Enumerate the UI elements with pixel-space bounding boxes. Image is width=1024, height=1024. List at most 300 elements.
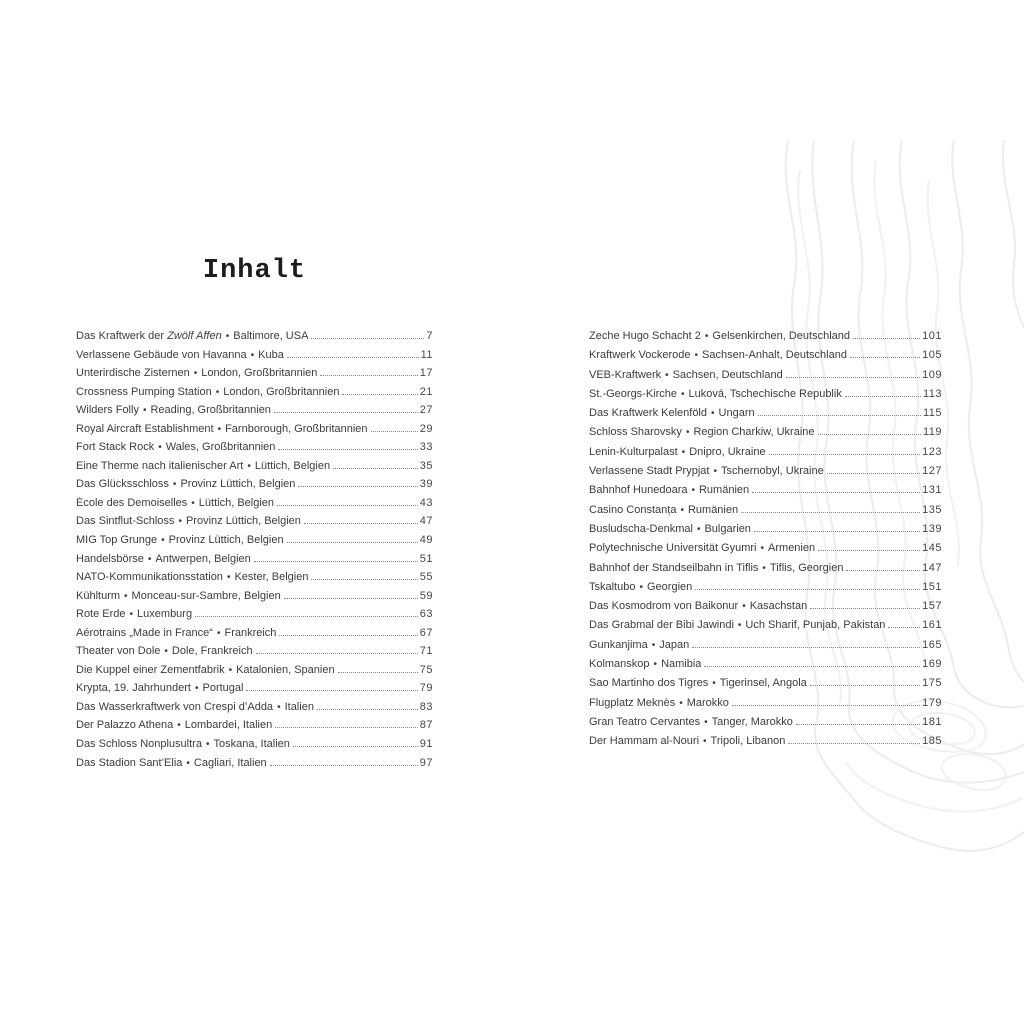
entry-title — [589, 600, 807, 612]
bullet-separator: • — [164, 646, 168, 658]
entry-page-number: 11 — [420, 348, 433, 361]
entry-location: Georgien — [647, 580, 693, 593]
entry-name: Rote Erde — [76, 608, 126, 621]
toc-entry — [76, 664, 433, 683]
toc-entry — [589, 619, 942, 638]
entry-name: Kolmanskop — [589, 658, 650, 671]
entry-title — [76, 478, 295, 490]
entry-title — [76, 534, 284, 546]
dot-leader — [317, 708, 418, 710]
entry-location: Farnborough, Großbritannien — [225, 422, 368, 435]
entry-page-number: 169 — [922, 658, 942, 671]
dot-leader — [279, 634, 417, 636]
entry-location: Baltimore, USA — [233, 330, 309, 342]
entry-page-number: 105 — [922, 349, 942, 362]
toc-entry — [76, 738, 433, 757]
entry-page-number: 51 — [419, 552, 433, 565]
toc-entry — [589, 639, 942, 658]
toc-entry — [76, 701, 433, 720]
entry-title — [589, 619, 885, 631]
entry-name: Polytechnische Universität Gyumri — [589, 542, 757, 555]
entry-title — [76, 441, 275, 453]
dot-leader — [853, 337, 920, 339]
entry-name: Schloss Sharovsky — [589, 426, 682, 439]
toc-entry — [589, 581, 942, 600]
toc-entry — [76, 423, 433, 442]
entry-location: Reading, Großbritannien — [150, 404, 271, 417]
dot-leader — [741, 511, 920, 513]
bullet-separator: • — [142, 405, 147, 417]
entry-page-number: 113 — [922, 387, 942, 400]
entry-name: Unterirdische Zisternen — [76, 367, 190, 380]
dot-leader — [254, 560, 418, 562]
entry-page-number: 165 — [922, 638, 942, 651]
bullet-separator: • — [713, 466, 717, 478]
bullet-separator: • — [215, 386, 220, 398]
entry-location: Kuba — [258, 348, 284, 361]
entry-location: Marokko — [686, 696, 729, 709]
toc-entry — [589, 523, 942, 542]
entry-name: MIG Top Grunge — [76, 534, 158, 547]
entry-name: Das Stadion Sant’Elia — [76, 756, 183, 769]
toc-entry — [76, 367, 433, 386]
entry-title — [589, 369, 783, 381]
dot-leader — [752, 491, 920, 493]
entry-page-number: 135 — [922, 503, 942, 516]
dot-leader — [298, 485, 417, 487]
bullet-separator: • — [178, 516, 182, 528]
toc-entry — [589, 542, 942, 561]
bullet-separator: • — [228, 664, 233, 676]
entry-name: Wilders Folly — [76, 404, 139, 417]
entry-name: Die Kuppel einer Zementfabrik — [76, 663, 225, 676]
entry-page-number: 127 — [922, 465, 942, 478]
entry-page-number: 39 — [419, 478, 433, 491]
dot-leader — [754, 530, 920, 532]
dot-leader — [827, 472, 920, 474]
toc-entry — [589, 504, 942, 523]
entry-name: Bahnhof der Standseilbahn in Tiflis — [589, 561, 759, 574]
entry-location: Tripoli, Libanon — [710, 735, 786, 748]
bullet-separator: • — [694, 350, 699, 362]
entry-location: Provinz Lüttich, Belgien — [180, 478, 296, 491]
entry-page-number: 151 — [922, 580, 942, 593]
bullet-separator: • — [247, 460, 251, 472]
entry-location: Kasachstan — [749, 600, 808, 613]
bullet-separator: • — [681, 388, 685, 400]
dot-leader — [810, 684, 920, 686]
dot-leader — [845, 395, 921, 397]
entry-page-number: 43 — [419, 496, 433, 509]
entry-name: Das Glücksschloss — [76, 478, 169, 491]
entry-name: Das Wasserkraftwerk von Crespi d’Adda — [76, 700, 274, 713]
dot-leader — [277, 504, 418, 506]
entry-page-number: 83 — [419, 700, 433, 713]
entry-location: Luková, Tschechische Republik — [688, 387, 842, 400]
entry-title — [76, 349, 284, 361]
dot-leader — [796, 723, 920, 725]
entry-name: Sao Martinho dos Tigres — [589, 677, 709, 690]
toc-entry — [589, 658, 942, 677]
bullet-separator: • — [177, 720, 181, 732]
bullet-separator: • — [704, 331, 709, 342]
dot-leader — [311, 337, 424, 339]
dot-leader — [293, 745, 418, 747]
entry-page-number: 161 — [922, 619, 942, 632]
entry-title — [76, 423, 368, 435]
bullet-separator: • — [250, 349, 255, 361]
entry-page-number: 157 — [922, 600, 942, 613]
entry-title — [76, 386, 339, 398]
entry-name: Gunkanjima — [589, 638, 648, 651]
entry-name: Fort Stack Rock — [76, 441, 155, 454]
toc-entry — [76, 608, 433, 627]
entry-title — [76, 404, 271, 416]
bullet-separator: • — [742, 601, 746, 613]
dot-leader — [695, 588, 920, 590]
bullet-separator: • — [651, 639, 656, 651]
entry-page-number: 91 — [419, 738, 433, 751]
entry-title — [589, 407, 755, 419]
toc-entry — [589, 369, 942, 388]
toc-entry — [76, 460, 433, 479]
toc-entry — [76, 719, 433, 738]
entry-page-number: 55 — [419, 571, 433, 584]
entry-location: Tanger, Marokko — [711, 715, 793, 728]
entry-name: Gran Teatro Cervantes — [589, 715, 701, 728]
entry-title — [589, 735, 785, 747]
dot-leader — [333, 467, 418, 469]
entry-page-number: 115 — [922, 407, 942, 420]
entry-location: Wales, Großbritannien — [165, 441, 276, 454]
bullet-separator: • — [679, 697, 683, 709]
dot-leader — [758, 414, 921, 416]
entry-name: NATO-Kommunikationsstation — [76, 571, 223, 584]
dot-leader — [287, 541, 418, 543]
entry-title — [76, 701, 314, 713]
entry-name: Das Kraftwerk der — [76, 330, 168, 342]
entry-page-number: 47 — [419, 515, 433, 528]
dot-leader — [818, 549, 920, 551]
toc-entry — [76, 534, 433, 553]
entry-page-number: 7 — [426, 330, 433, 342]
dot-leader — [284, 597, 418, 599]
bullet-separator: • — [147, 553, 152, 565]
entry-page-number: 119 — [922, 426, 942, 439]
entry-name: Casino Constanța — [589, 503, 677, 516]
entry-location: Antwerpen, Belgien — [155, 552, 251, 565]
entry-page-number: 179 — [922, 696, 942, 709]
entry-location: Toskana, Italien — [213, 738, 290, 751]
entry-location: Provinz Lüttich, Belgien — [168, 534, 284, 547]
entry-name: Der Palazzo Athena — [76, 719, 174, 732]
toc-entry — [589, 484, 942, 503]
entry-title — [589, 697, 729, 709]
entry-title — [589, 562, 843, 574]
entry-location: Monceau-sur-Sambre, Belgien — [131, 589, 281, 602]
bullet-separator: • — [653, 659, 658, 671]
entry-page-number: 123 — [922, 445, 942, 458]
entry-title — [76, 330, 308, 342]
entry-name: St.-Georgs-Kirche — [589, 387, 678, 400]
entry-location: Lüttich, Belgien — [254, 459, 331, 472]
toc-entry — [589, 600, 942, 619]
toc-entry — [76, 441, 433, 460]
bullet-separator: • — [277, 701, 281, 713]
entry-name: Lenin-Kulturpalast — [589, 445, 678, 458]
entry-location: Katalonien, Spanien — [236, 663, 335, 676]
entry-name: École des Demoiselles — [76, 496, 188, 509]
entry-name: Verlassene Gebäude von Havanna — [76, 348, 247, 361]
toc-entry — [589, 677, 942, 696]
dot-leader — [788, 742, 920, 744]
entry-location: Japan — [659, 638, 690, 651]
entry-name: Theater von Dole — [76, 645, 161, 658]
toc-column-right — [589, 330, 942, 755]
entry-title — [76, 497, 274, 509]
entry-name: Aérotrains „Made in France“ — [76, 626, 213, 639]
entry-name: Bahnhof Hunedoara — [589, 484, 688, 497]
dot-leader — [732, 704, 920, 706]
entry-location: Dnipro, Ukraine — [689, 445, 766, 458]
entry-page-number: 35 — [419, 459, 433, 472]
entry-name: Crossness Pumping Station — [76, 385, 212, 398]
dot-leader — [850, 356, 920, 358]
toc-entry — [76, 497, 433, 516]
toc-entry — [76, 571, 433, 590]
entry-location: Armenien — [768, 542, 816, 555]
entry-page-number: 75 — [419, 663, 433, 676]
toc-entry — [589, 716, 942, 735]
bullet-separator: • — [158, 442, 162, 454]
toc-entry — [589, 446, 942, 465]
entry-name: Das Kosmodrom von Baikonur — [589, 600, 739, 613]
bullet-separator: • — [161, 535, 165, 547]
entry-location: Italien — [284, 700, 314, 713]
entry-name: Der Hammam al-Nouri — [589, 735, 700, 748]
entry-title — [589, 465, 824, 477]
entry-page-number: 33 — [419, 441, 433, 454]
dot-leader — [371, 430, 418, 432]
bullet-separator: • — [205, 739, 210, 751]
entry-title — [76, 515, 301, 527]
entry-location: Tigerinsel, Angola — [719, 677, 807, 690]
entry-location: Kester, Belgien — [234, 571, 309, 584]
entry-name: Flugplatz Meknès — [589, 696, 676, 709]
entry-location: Portugal — [202, 682, 244, 695]
toc-entry — [589, 407, 942, 426]
entry-title — [76, 627, 276, 639]
toc-entry — [76, 682, 433, 701]
bullet-separator: • — [696, 523, 701, 535]
entry-location: Gelsenkirchen, Deutschland — [712, 330, 850, 342]
dot-leader — [818, 433, 921, 435]
entry-name-italic: Zwölf Affen — [167, 330, 222, 342]
entry-name: VEB-Kraftwerk — [589, 368, 662, 381]
page-title: Inhalt — [202, 256, 307, 286]
entry-name: Verlassene Stadt Prypjat — [589, 465, 710, 478]
bullet-separator: • — [186, 757, 190, 769]
entry-page-number: 139 — [922, 522, 942, 535]
entry-page-number: 87 — [419, 719, 433, 732]
dot-leader — [692, 646, 920, 648]
entry-location: Tschernobyl, Ukraine — [720, 465, 824, 478]
dot-leader — [275, 726, 418, 728]
bullet-separator: • — [737, 620, 742, 632]
dot-leader — [810, 607, 920, 609]
dot-leader — [342, 393, 417, 395]
entry-location: Frankreich — [224, 626, 277, 639]
bullet-separator: • — [691, 485, 695, 497]
bullet-separator: • — [681, 446, 686, 458]
entry-location: Rumänien — [687, 503, 739, 516]
toc-entry — [589, 426, 942, 445]
entry-name: Eine Therme nach italienischer Art — [76, 459, 244, 472]
toc-entry — [76, 757, 433, 776]
entry-title — [589, 330, 850, 342]
entry-name: Handelsbörse — [76, 552, 144, 565]
bullet-separator: • — [191, 497, 195, 509]
entry-location: Cagliari, Italien — [193, 756, 267, 769]
dot-leader — [769, 453, 921, 455]
toc-entry — [589, 697, 942, 716]
dot-leader — [338, 671, 418, 673]
bullet-separator: • — [124, 590, 128, 602]
toc-entry — [76, 330, 433, 349]
toc-entry — [76, 349, 433, 368]
bullet-separator: • — [665, 369, 669, 381]
toc-entry — [76, 553, 433, 572]
dot-leader — [287, 356, 419, 358]
toc-entry — [76, 515, 433, 534]
entry-title — [589, 581, 692, 593]
entry-title — [76, 553, 251, 565]
toc-entry — [76, 478, 433, 497]
dot-leader — [846, 569, 920, 571]
toc-entry — [76, 386, 433, 405]
entry-page-number: 71 — [419, 645, 433, 658]
toc-column-left — [76, 330, 433, 775]
entry-location: Dole, Frankreich — [171, 645, 253, 658]
entry-title — [76, 664, 335, 676]
toc-entry — [589, 330, 942, 349]
bullet-separator: • — [172, 479, 177, 491]
entry-page-number: 59 — [419, 589, 433, 602]
dot-leader — [270, 764, 418, 766]
toc-entry — [76, 645, 433, 664]
entry-location: Region Charkiw, Ukraine — [693, 426, 815, 439]
bullet-separator: • — [704, 716, 708, 728]
entry-location: Uch Sharif, Punjab, Pakistan — [745, 619, 886, 632]
entry-title — [76, 738, 290, 750]
entry-title — [589, 658, 701, 670]
entry-name: Das Kraftwerk Kelenföld — [589, 407, 707, 420]
entry-location: London, Großbritannien — [223, 385, 340, 398]
entry-title — [76, 460, 330, 472]
bullet-separator: • — [226, 572, 231, 584]
entry-location: Bulgarien — [704, 522, 751, 535]
entry-page-number: 63 — [419, 608, 433, 621]
entry-page-number: 101 — [922, 330, 942, 342]
toc-entry — [589, 465, 942, 484]
dot-leader — [311, 578, 417, 580]
entry-name: Zeche Hugo Schacht 2 — [589, 330, 701, 342]
entry-location: Lüttich, Belgien — [198, 496, 275, 509]
entry-name: Das Schloss Nonplusultra — [76, 738, 202, 751]
bullet-separator: • — [225, 331, 230, 342]
entry-page-number: 175 — [922, 677, 942, 690]
entry-title — [76, 645, 253, 657]
bullet-separator: • — [129, 609, 134, 621]
entry-page-number: 49 — [419, 534, 433, 547]
entry-title — [76, 757, 267, 769]
entry-title — [589, 716, 793, 728]
toc-entry — [589, 349, 942, 368]
entry-title — [589, 504, 738, 516]
entry-title — [76, 608, 192, 620]
dot-leader — [195, 615, 418, 617]
entry-title — [589, 484, 749, 496]
bullet-separator: • — [703, 736, 707, 748]
entry-location: Ungarn — [718, 407, 755, 420]
dot-leader — [320, 374, 417, 376]
entry-location: London, Großbritannien — [201, 367, 318, 380]
entry-page-number: 79 — [419, 682, 433, 695]
entry-page-number: 181 — [922, 715, 942, 728]
dot-leader — [246, 689, 417, 691]
entry-title — [589, 542, 815, 554]
entry-title — [76, 590, 281, 602]
entry-title — [76, 682, 243, 694]
bullet-separator: • — [680, 504, 684, 516]
dot-leader — [786, 376, 920, 378]
bullet-separator: • — [217, 423, 222, 435]
entry-name: Kraftwerk Vockerode — [589, 349, 691, 362]
dot-leader — [274, 411, 418, 413]
entry-page-number: 67 — [419, 626, 433, 639]
entry-name: Das Sintflut-Schloss — [76, 515, 175, 528]
bullet-separator: • — [762, 562, 766, 574]
bullet-separator: • — [193, 368, 198, 380]
entry-title — [589, 388, 842, 400]
entry-title — [589, 426, 815, 438]
dot-leader — [888, 626, 920, 628]
entry-page-number: 27 — [419, 404, 433, 417]
dot-leader — [256, 652, 418, 654]
toc-entry — [76, 627, 433, 646]
entry-page-number: 185 — [922, 735, 942, 748]
entry-name: Das Grabmal der Bibi Jawindi — [589, 619, 734, 632]
bullet-separator: • — [712, 678, 716, 690]
entry-location: Luxemburg — [137, 608, 193, 621]
entry-name: Kühlturm — [76, 589, 121, 602]
bullet-separator: • — [639, 581, 643, 593]
entry-location: Lombardei, Italien — [184, 719, 273, 732]
entry-title — [589, 639, 689, 651]
entry-page-number: 145 — [922, 542, 942, 555]
entry-page-number: 97 — [419, 756, 433, 769]
entry-page-number: 17 — [419, 367, 433, 380]
entry-location: Namibia — [661, 658, 702, 671]
dot-leader — [278, 448, 417, 450]
entry-page-number: 147 — [922, 561, 942, 574]
bullet-separator: • — [685, 427, 690, 439]
entry-location: Sachsen, Deutschland — [672, 368, 783, 381]
dot-leader — [304, 522, 418, 524]
bullet-separator: • — [216, 627, 221, 639]
entry-location: Sachsen-Anhalt, Deutschland — [702, 349, 847, 362]
entry-page-number: 131 — [922, 484, 942, 497]
